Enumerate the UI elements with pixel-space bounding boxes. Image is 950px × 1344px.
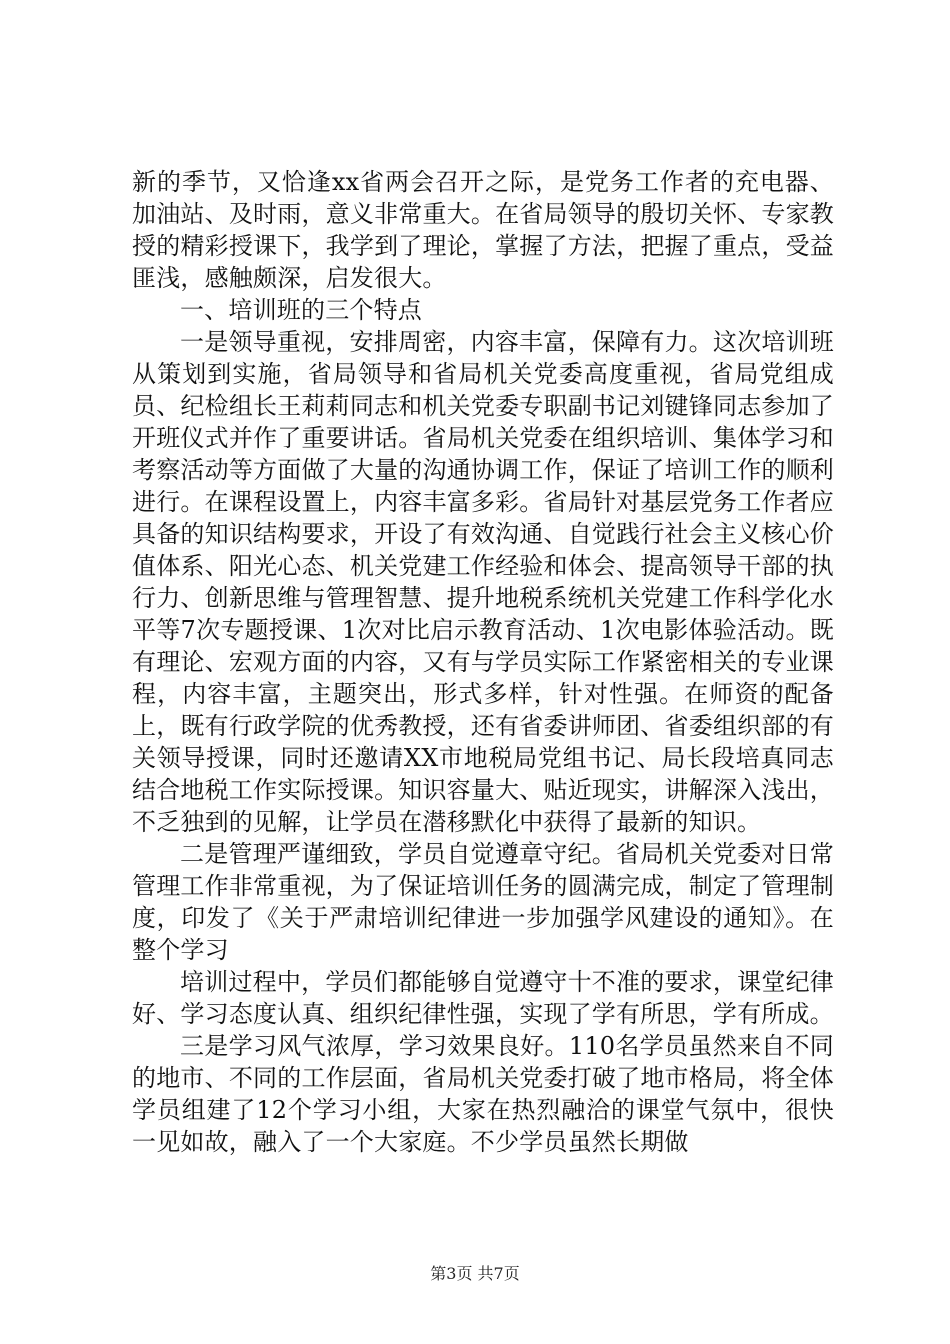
paragraph-feature-one: 一是领导重视，安排周密，内容丰富，保障有力。这次培训班从策划到实施，省局领导和省局机关党委高度重视，省局党组成员、纪检组长王莉莉同志和机关党委专职副书记刘键锋同志参加了开班仪式并作了重要讲话。省局机关党委在组织培训、集体学习和考察活动等方面做了大量的沟通协调工作，保证了培训工作的顺利进行。在课程设置上，内容丰富多彩。省局针对基层党务工作者应具备的知识结构要求，开设了有效沟通、自觉践行社会主义核心价值体系、阳光心态、机关党建工作经验和体会、提高领导干部的执行力、创新思维与管理智慧、提升地税系统机关党建工作科学化水平等7次专题授课、1次对比启示教育活动、1次电影体验活动。既有理论、宏观方面的内容，又有与学员实际工作紧密相关的专业课程，内容丰富，主题突出，形式多样，针对性强。在师资的配备上，既有行政学院的优秀教授，还有省委讲师团、省委组织部的有关领导授课，同时还邀请XX市地税局党组书记、局长段培真同志结合地税工作实际授课。知识容量大、贴近现实，讲解深入浅出，不乏独到的见解，让学员在潜移默化中获得了最新的知识。 xyxy=(132,328,834,836)
paragraph-intro: 新的季节，又恰逢xx省两会召开之际，是党务工作者的充电器、加油站、及时雨，意义非常重大。在省局领导的殷切关怀、专家教授的精彩授课下，我学到了理论，掌握了方法，把握了重点，受益匪浅，感触颇深，启发很大。 xyxy=(132,168,834,292)
section-heading: 一、培训班的三个特点 xyxy=(180,296,422,324)
paragraph-training-process: 培训过程中，学员们都能够自觉遵守十不准的要求，课堂纪律好、学习态度认真、组织纪律性强，实现了学有所思，学有所成。 xyxy=(132,968,834,1028)
paragraph-feature-three: 三是学习风气浓厚，学习效果良好。110名学员虽然来自不同的地市、不同的工作层面，省局机关党委打破了地市格局，将全体学员组建了12个学习小组，大家在热烈融洽的课堂气氛中，很快一见如故，融入了一个大家庭。不少学员虽然长期做 xyxy=(132,1032,834,1156)
paragraph-feature-two: 二是管理严谨细致，学员自觉遵章守纪。省局机关党委对日常管理工作非常重视，为了保证培训任务的圆满完成，制定了管理制度，印发了《关于严肃培训纪律进一步加强学风建设的通知》。在整个学习 xyxy=(132,840,834,964)
document-body xyxy=(132,166,834,1158)
page-number-footer: 第3页 共7页 xyxy=(430,1264,520,1283)
